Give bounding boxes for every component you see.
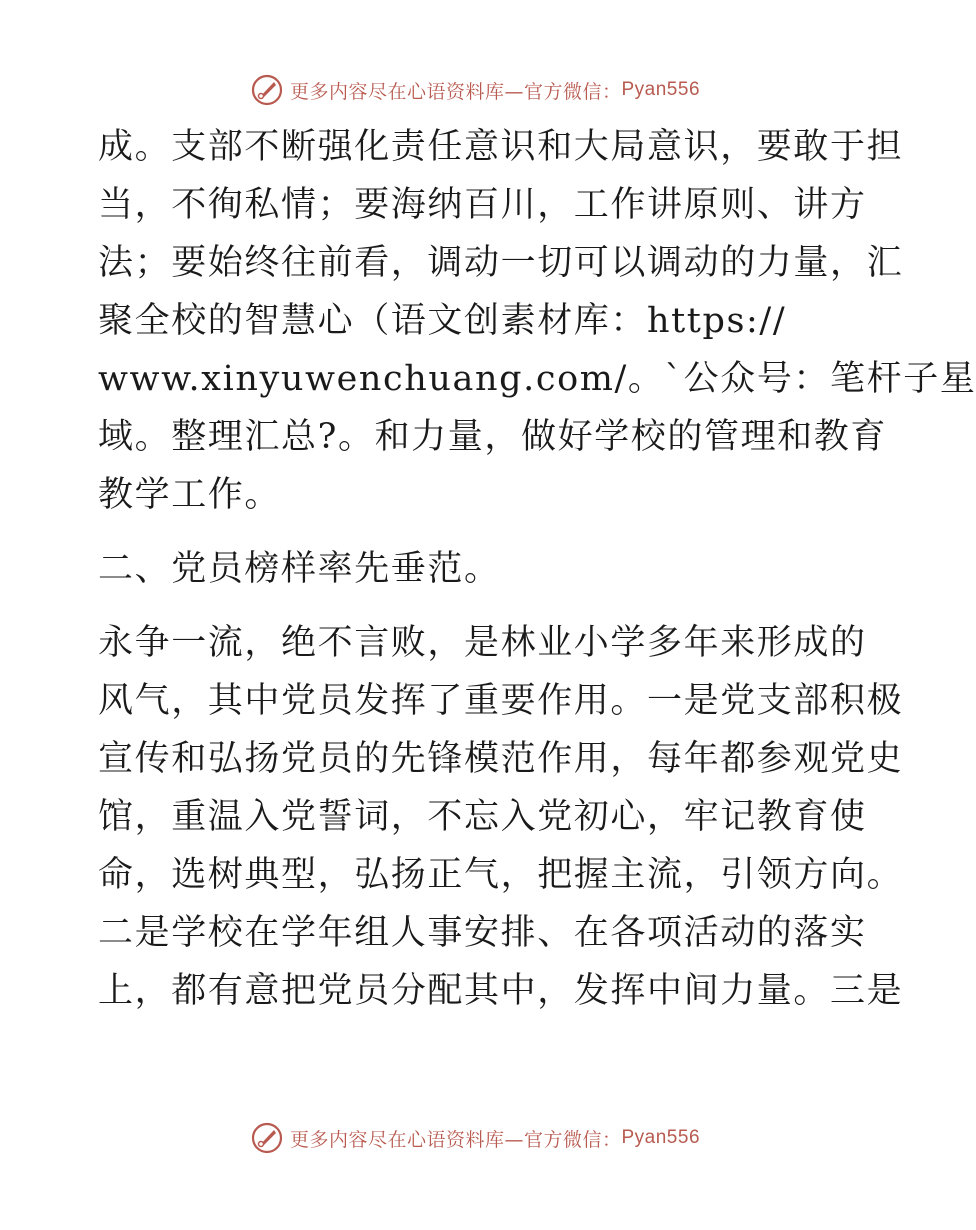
quill-pen-logo-icon — [250, 1121, 284, 1155]
section-heading: 二、党员榜样率先垂范。 — [98, 549, 501, 589]
banner-wechat-id: Pyan556 — [621, 79, 701, 100]
text-line: 域。整理汇总?。和力量，做好学校的管理和教育 — [98, 417, 887, 457]
text-line: 法；要始终往前看，调动一切可以调动的力量，汇 — [98, 243, 904, 283]
footer-banner — [0, 1118, 950, 1158]
text-line: 命，选树典型，弘扬正气，把握主流，引领方向。 — [98, 855, 904, 895]
text-line: 成。支部不断强化责任意识和大局意识，要敢于担 — [98, 127, 904, 167]
text-line: 上，都有意把党员分配其中，发挥中间力量。三是 — [98, 971, 904, 1011]
banner-text: 更多内容尽在心语资料库—官方微信： — [289, 1128, 622, 1151]
text-line: 教学工作。 — [98, 475, 282, 515]
banner-text: 更多内容尽在心语资料库—官方微信： — [289, 80, 622, 103]
text-line: 二是学校在学年组人事安排、在各项活动的落实 — [98, 913, 867, 953]
text-line: 馆，重温入党誓词，不忘入党初心，牢记教育使 — [98, 797, 867, 837]
document-body — [98, 118, 976, 1020]
banner-wechat-id: Pyan556 — [621, 1127, 701, 1148]
text-line: 宣传和弘扬党员的先锋模范作用，每年都参观党史 — [98, 739, 904, 779]
text-line: 风气，其中党员发挥了重要作用。一是党支部积极 — [98, 681, 904, 721]
text-line: 当，不徇私情；要海纳百川，工作讲原则、讲方 — [98, 185, 867, 225]
header-banner — [0, 70, 950, 110]
text-line: 永争一流，绝不言败，是林业小学多年来形成的 — [98, 623, 867, 663]
text-line: www.xinyuwenchuang.com/。`公众号：笔杆子星 — [98, 359, 976, 399]
quill-pen-logo-icon — [250, 73, 284, 107]
text-line: 聚全校的智慧心（语文创素材库：https:// — [98, 301, 787, 341]
